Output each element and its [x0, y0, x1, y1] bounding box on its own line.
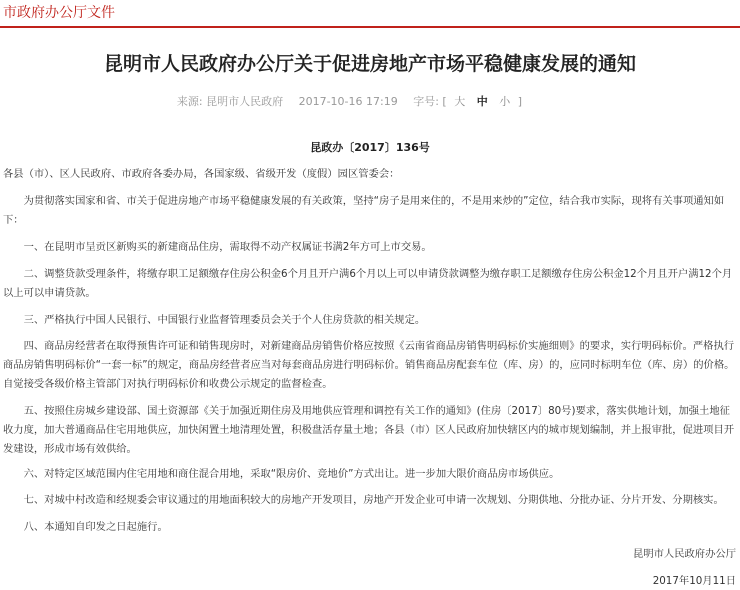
paragraph-item-4: 四、商品房经营者在取得预售许可证和销售现房时，对新建商品房销售价格应按照《云南省商品房销售明码标价实施细则》的要求，实行明码标价。严格执行商品房销售明码标价“一套一标”的规定，商品房经营者应当对每套商品房进行明码标价。销售商品房配套车位（库、房）的，应同时标明车位（库、房）的价格。自觉接受各级价格主管部门对执行明码标价和收费公示规定的监督检查。 — [3, 340, 735, 390]
article-title: 昆明市人民政府办公厅关于促进房地产市场平稳健康发展的通知 — [103, 53, 636, 75]
article-meta — [177, 93, 522, 109]
font-size-label: 字号: [ — [413, 95, 447, 108]
header-divider — [0, 26, 740, 28]
font-size-close-bracket: ] — [517, 95, 522, 108]
font-size-small-button[interactable]: 小 — [499, 95, 511, 108]
paragraph-item-3: 三、严格执行中国人民银行、中国银行业监督管理委员会关于个人住房贷款的相关规定。 — [23, 314, 426, 326]
paragraph-item-6: 六、对特定区域范围内住宅用地和商住混合用地，采取“限房价、竞地价”方式出让。进一步加大限价商品房市场供应。 — [23, 468, 560, 480]
document-number: 昆政办〔2017〕136号 — [310, 141, 430, 154]
salutation: 各县（市）、区人民政府、市政府各委办局，各国家级、省级开发（度假）园区管委会： — [3, 168, 400, 180]
category-label[interactable]: 市政府办公厅文件 — [3, 5, 115, 21]
paragraph-item-1: 一、在昆明市呈贡区新购买的新建商品住房，需取得不动产权属证书满2年方可上市交易。 — [23, 241, 432, 253]
paragraph-item-8: 八、本通知自印发之日起施行。 — [23, 521, 168, 533]
paragraph-item-2: 二、调整贷款受理条件，将缴存职工足额缴存住房公积金6个月且开户满6个月以上可以申请贷款调整为缴存职工足额缴存住房公积金12个月且开户满12个月以上可以申请贷款。 — [3, 268, 733, 299]
publish-datetime: 2017-10-16 17:19 — [298, 95, 398, 108]
issue-date: 2017年10月11日 — [652, 575, 736, 587]
paragraph-intro: 为贯彻落实国家和省、市关于促进房地产市场平稳健康发展的有关政策，坚持“房子是用来住的，不是用来炒的”定位，结合我市实际，现将有关事项通知如下： — [3, 195, 725, 226]
font-size-medium-button[interactable]: 中 — [476, 95, 488, 108]
source-label: 来源: 昆明市人民政府 — [176, 95, 284, 108]
paragraph-item-5: 五、按照住房城乡建设部、国土资源部《关于加强近期住房及用地供应管理和调控有关工作的通知》(住房〔2017〕80号)要求，落实供地计划，加强土地征收力度，加大普通商品住宅用地供应，加快闲置土地清理处置，积极盘活存量土地；各县（市）区人民政府加快辖区内的城市规划编制，并上报审批，促进项目开发建设，形成市场有效供给。 — [3, 405, 735, 455]
font-size-large-button[interactable]: 大 — [454, 95, 466, 108]
paragraph-item-7: 七、对城中村改造和经规委会审议通过的用地面积较大的房地产开发项目，房地产开发企业可申请一次规划、分期供地、分批办证、分片开发、分期核实。 — [23, 494, 724, 506]
issuing-authority: 昆明市人民政府办公厅 — [633, 548, 736, 560]
